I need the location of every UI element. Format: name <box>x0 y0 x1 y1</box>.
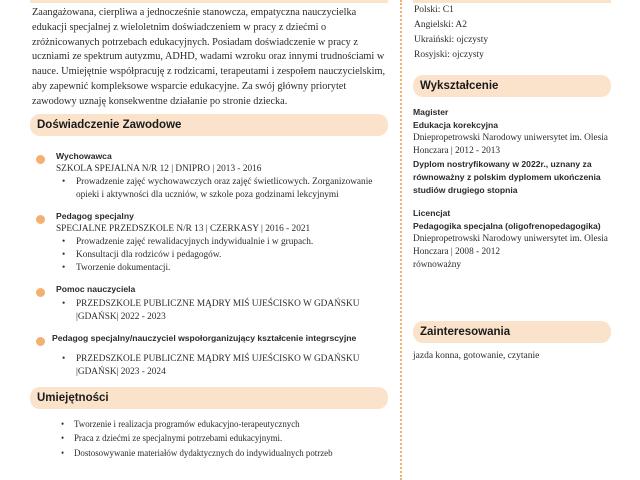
job-duty: • PRZEDSZKOLE PUBLICZNE MĄDRY MIŚ UJEŚCISKO W GDAŃSKU |GDAŃSK| 2023 - 2024 <box>56 353 388 379</box>
skill-item: • Dostosowywanie materiałów dydaktycznych do indywidualnych potrzeb <box>60 446 388 461</box>
language-item: Angielski: A2 <box>414 20 468 30</box>
bullet-dot-icon <box>36 155 45 164</box>
degree: Licencjat <box>413 208 451 218</box>
column-divider <box>400 0 402 480</box>
skills-list <box>30 417 388 461</box>
school: Dniepropetrowski Narodowy uniwersytet im. Olesia Honczara | 2012 - 2013 <box>413 133 608 156</box>
education-entry <box>413 207 611 272</box>
job-duty: • Konsultacji dla rodziców i pedagogów. <box>56 249 388 262</box>
skill-item: • Tworzenie i realizacja programów edukacyjno-terapeutycznych <box>60 417 388 432</box>
education-note: Dyplom nostryfikowany w 2022r., uznany za równoważny z polskim dyplomem ukończenia studiów drugiego stopnia <box>413 159 601 195</box>
languages-list <box>413 3 611 63</box>
interests-text: jazda konna, gotowanie, czytanie <box>413 351 540 361</box>
field-of-study: Pedagogika specjalna (oligofrenopedagogika) <box>413 221 601 231</box>
education-note: równoważny <box>413 260 462 270</box>
job-duty: • Prowadzenie zajęć wychowawczych oraz zajęć świetlicowych. Zorganizowanie opieki i aktywności dla uczniów, w szkole poza godzinami lekcyjnymi <box>56 176 388 202</box>
experience-heading: Doświadczenie Zawodowe <box>30 114 388 136</box>
job-title: Pedagog specjalny/nauczyciel wspołorganizujący kształcenie integrscyjne <box>52 332 357 343</box>
language-item: Ukraiński: ojczysty <box>414 35 489 45</box>
education-entry <box>413 106 611 197</box>
experience-list <box>30 150 388 379</box>
job-entry <box>30 210 388 275</box>
skill-item: • Praca z dziećmi ze specjalnymi potrzebami edukacyjnymi. <box>60 431 388 446</box>
job-duty: • Tworzenie dokumentacji. <box>56 262 388 275</box>
bullet-dot-icon <box>36 337 45 346</box>
language-item: Rosyjski: ojczysty <box>414 50 484 60</box>
job-duty: • PRZEDSZKOLE PUBLICZNE MĄDRY MIŚ UJEŚCISKO W GDAŃSKU |GDAŃSK| 2022 - 2023 <box>56 298 388 324</box>
bullet-dot-icon <box>36 288 45 297</box>
left-column <box>30 6 388 460</box>
job-title: Wychowawca <box>56 150 112 161</box>
school: Dniepropetrowski Narodowy uniwersytet im. Olesia Honczara | 2008 - 2012 <box>413 234 608 257</box>
profile-summary: Zaangażowana, cierpliwa a jednocześnie stanowcza, empatyczna nauczycielka edukacji specjalnej z wieloletnim doświadczeniem w pracy z dziećmi o zróżnicowanych potrzebach edukacyjnych. Posiadam doświadczenie w pracy z uczniami ze spektrum autyzmu, ADHD, wadami wzroku oraz innymi trudnościami w nauce. Umiejętnie współpracuję z rodzicami, terapeutami i zespołem nauczycielskim, aby zapewnić kompleksowe wsparcie edukacyjne. Za swój główny priorytet zawodowy uznaję konsekwentne działanie po stronie dziecka. <box>32 7 386 107</box>
job-title: Pedagog specjalny <box>56 210 134 221</box>
bullet-dot-icon <box>36 215 45 224</box>
job-entry <box>30 332 388 379</box>
degree: Magister <box>413 107 449 117</box>
job-meta: SZKOLA SPEJALNA N/R 12 | DNIPRO | 2013 - 2016 <box>56 163 262 174</box>
education-heading: Wykształcenie <box>413 75 611 97</box>
job-title: Pomoc nauczyciela <box>56 283 136 294</box>
field-of-study: Edukacja korekcyjna <box>413 120 499 130</box>
top-header-band <box>30 0 388 3</box>
language-item: Polski: C1 <box>414 5 454 15</box>
skills-heading: Umiejętności <box>30 387 388 409</box>
right-column <box>413 0 611 363</box>
job-entry <box>30 283 388 324</box>
job-duty: • Prowadzenie zajęć rewalidacyjnych indywidualnie i w grupach. <box>56 236 388 249</box>
job-meta: SPECJALNE PRZEDSZKOLE N/R 13 | CZERKASY | 2016 - 2021 <box>56 223 311 234</box>
interests-heading: Zainteresowania <box>413 321 611 343</box>
job-entry <box>30 150 388 202</box>
